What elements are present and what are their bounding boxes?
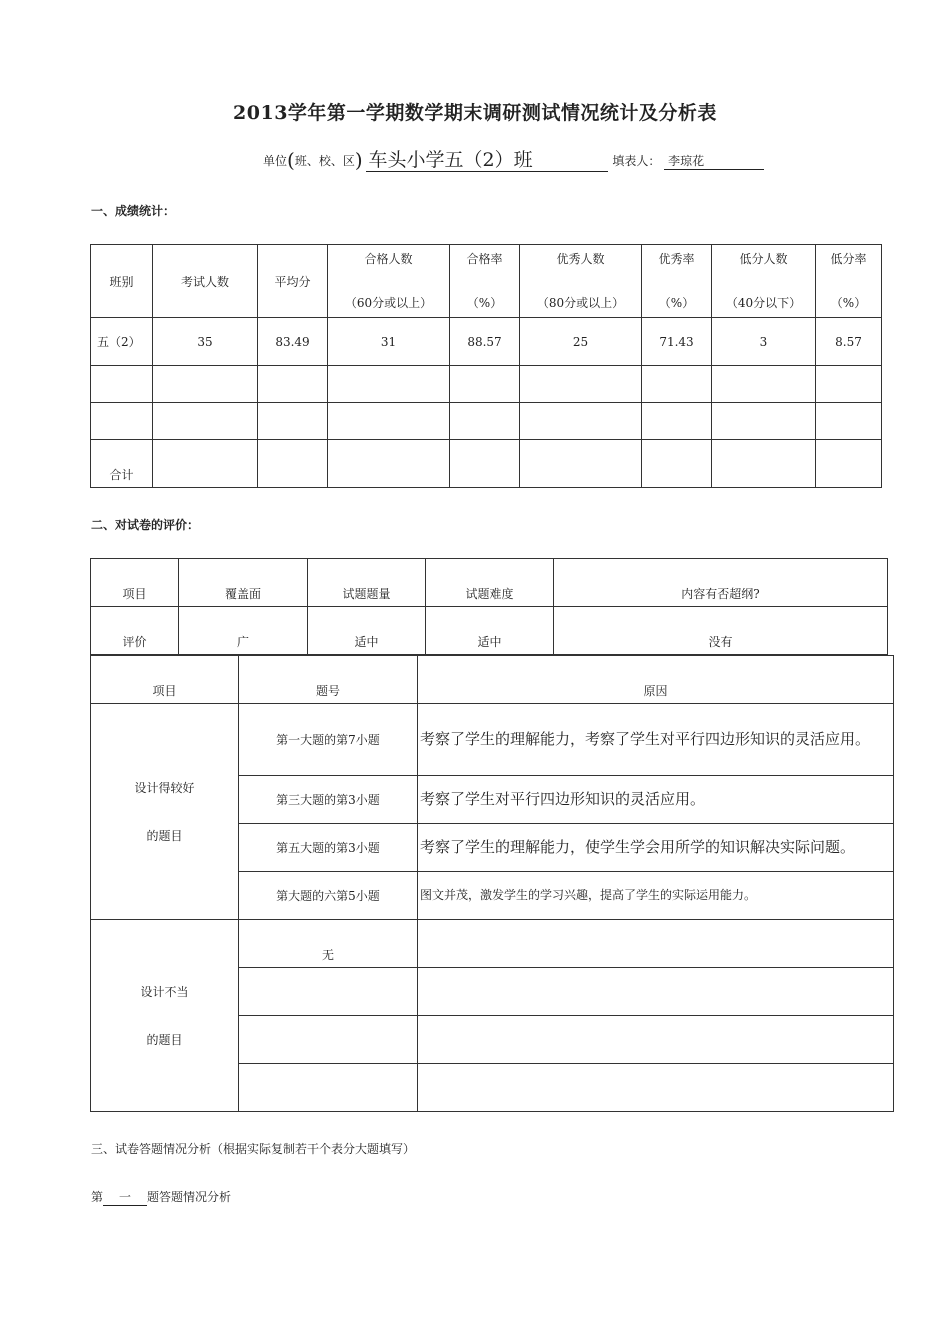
good-question-reason: 考察了学生的理解能力，考察了学生对平行四边形知识的灵活应用。: [418, 704, 894, 776]
unit-paren-open: (: [287, 148, 295, 172]
stats-table: [90, 244, 882, 488]
header-pass-count: 合格人数 （60分或以上）: [328, 245, 450, 318]
stats-total-row: [91, 440, 882, 488]
section-3-heading: 三、试卷答题情况分析（根据实际复制若干个表分大题填写）: [91, 1142, 416, 1156]
good-question-reason: 考察了学生的理解能力，使学生学会用所学的知识解决实际问题。: [418, 824, 894, 872]
q-header-number: 题号: [239, 656, 418, 704]
stats-empty-row: [91, 366, 882, 403]
eval-value-syllabus: 没有: [554, 607, 888, 655]
section-2-heading: 二、对试卷的评价：: [91, 518, 200, 532]
question-header-row: [91, 656, 894, 704]
question-design-table: [90, 655, 894, 1112]
eval-value-label: 评价: [91, 607, 179, 655]
eval-header-item: 项目: [91, 559, 179, 607]
header-excellent-count: 优秀人数 （80分或以上）: [520, 245, 642, 318]
eval-value-coverage: 广: [179, 607, 308, 655]
good-question-row: [91, 704, 894, 776]
header-low-rate: 低分率 （%）: [816, 245, 882, 318]
good-question-reason: 图文并茂，激发学生的学习兴趣，提高了学生的实际运用能力。: [418, 872, 894, 920]
cell-low-rate: 8.57: [816, 318, 882, 366]
q-analysis-prefix: 第: [91, 1190, 104, 1204]
unit-note: 班、校、区: [294, 154, 355, 168]
good-question-number: 第三大题的第3小题: [239, 776, 418, 824]
unit-value: 车头小学五（2）班: [366, 149, 608, 172]
stats-header-row: [91, 245, 882, 318]
bad-question-number: 无: [239, 920, 418, 968]
cell-excellent-rate: 71.43: [642, 318, 712, 366]
eval-value-difficulty: 适中: [426, 607, 554, 655]
eval-header-difficulty: 试题难度: [426, 559, 554, 607]
good-question-reason: 考察了学生对平行四边形知识的灵活应用。: [418, 776, 894, 824]
header-average: 平均分: [258, 245, 328, 318]
q-header-reason: 原因: [418, 656, 894, 704]
header-low-count: 低分人数 （40分以下）: [712, 245, 816, 318]
header-excellent-rate: 优秀率 （%）: [642, 245, 712, 318]
section-1-heading: 一、成绩统计：: [91, 204, 176, 218]
evaluation-table: [90, 558, 888, 655]
unit-line: [263, 148, 764, 172]
header-pass-rate: 合格率 （%）: [450, 245, 520, 318]
good-question-number: 第大题的六第5小题: [239, 872, 418, 920]
cell-exam-count: 35: [153, 318, 258, 366]
eval-header-syllabus: 内容有否超纲?: [554, 559, 888, 607]
stats-empty-row: [91, 403, 882, 440]
stats-row-class: [91, 318, 882, 366]
eval-header-coverage: 覆盖面: [179, 559, 308, 607]
unit-paren-close: ): [354, 148, 363, 172]
question-analysis-heading: [91, 1188, 231, 1206]
page-title: 2013学年第一学期数学期末调研测试情况统计及分析表: [233, 102, 717, 124]
q-header-item: 项目: [91, 656, 239, 704]
cell-low-count: 3: [712, 318, 816, 366]
good-question-number: 第一大题的第7小题: [239, 704, 418, 776]
header-class: 班别: [91, 245, 153, 318]
good-questions-label: 设计得较好 的题目: [91, 704, 239, 920]
unit-label: 单位: [263, 154, 288, 168]
cell-average: 83.49: [258, 318, 328, 366]
header-exam-count: 考试人数: [153, 245, 258, 318]
evaluation-value-row: [91, 607, 888, 655]
cell-class: 五（2）: [91, 318, 153, 366]
cell-excellent-count: 25: [520, 318, 642, 366]
bad-questions-label: 设计不当 的题目: [91, 920, 239, 1112]
good-question-number: 第五大题的第3小题: [239, 824, 418, 872]
eval-value-quantity: 适中: [308, 607, 426, 655]
q-analysis-suffix: 题答题情况分析: [147, 1190, 232, 1204]
cell-pass-count: 31: [328, 318, 450, 366]
bad-question-row: [91, 920, 894, 968]
eval-header-quantity: 试题题量: [308, 559, 426, 607]
total-label: 合计: [91, 440, 153, 488]
q-analysis-number: 一: [103, 1188, 147, 1206]
filler-value: 李琼花: [664, 152, 764, 170]
filler-label: 填表人：: [612, 154, 661, 168]
cell-pass-rate: 88.57: [450, 318, 520, 366]
evaluation-header-row: [91, 559, 888, 607]
